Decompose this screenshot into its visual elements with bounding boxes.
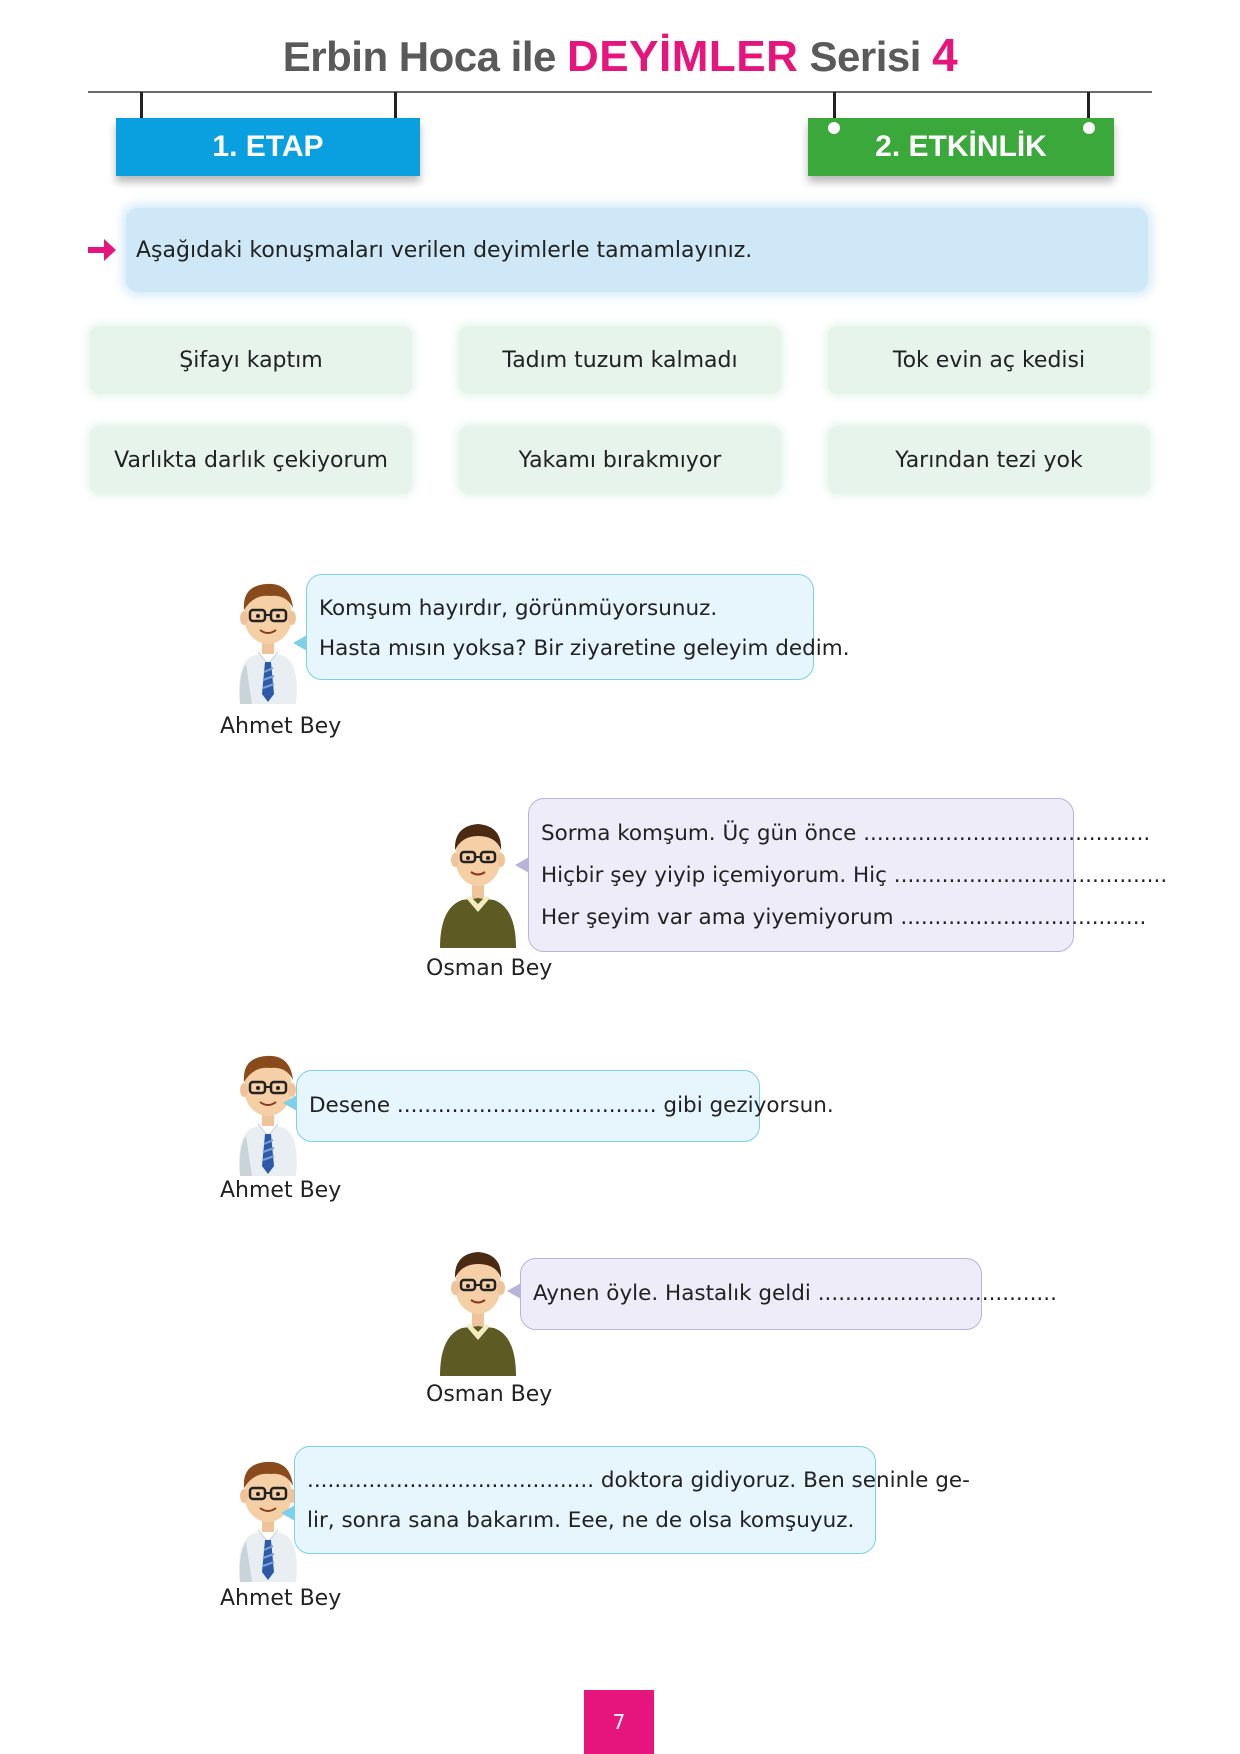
bubble-tail (281, 1505, 295, 1521)
bubble-tail (283, 1095, 297, 1111)
dialogue-line: Hasta mısın yoksa? Bir ziyaretine geleyim dedim. (319, 636, 850, 661)
osman-bey-avatar (436, 1236, 520, 1376)
tag-hanger-left (833, 92, 836, 118)
idiom-box: Tadım tuzum kalmadı (459, 326, 781, 394)
title-part-2: DEYİMLER (567, 32, 799, 81)
pin-dot (1083, 122, 1095, 134)
idiom-box: Varlıkta darlık çekiyorum (90, 426, 412, 494)
bubble-tail (507, 1283, 521, 1299)
header-divider (88, 91, 1152, 93)
dialogue-line: Komşum hayırdır, görünmüyorsunuz. (319, 596, 718, 621)
page-number: 7 (584, 1690, 654, 1754)
dialogue-line: Sorma komşum. Üç gün önce .......................................... (541, 821, 1151, 846)
dialogue-line: lir, sonra sana bakarım. Eee, ne de olsa komşuyuz. (307, 1508, 855, 1533)
dialogue-line: Hiçbir şey yiyip içemiyorum. Hiç ........................................ (541, 863, 1168, 888)
instruction-box (126, 208, 1148, 292)
title-part-1: Erbin Hoca ile (282, 33, 556, 80)
speech-bubble (520, 1258, 1057, 1330)
bubble-tail (293, 635, 307, 651)
speaker-name: Ahmet Bey (220, 1586, 342, 1611)
idiom-box: Tok evin aç kedisi (828, 326, 1150, 394)
pin-dot (828, 122, 840, 134)
idiom-box: Yakamı bırakmıyor (459, 426, 781, 494)
osman-bey-avatar (436, 808, 520, 948)
arrow-right-icon (86, 235, 118, 265)
bubble-tail (515, 857, 529, 873)
dialogue-line: Desene ...................................... gibi geziyorsun. (309, 1093, 834, 1118)
speaker-name: Osman Bey (426, 1382, 553, 1407)
speech-bubble (306, 574, 850, 680)
tag-hanger-right (1087, 92, 1090, 118)
stage-tag: 1. ETAP (116, 118, 420, 176)
speech-bubble (294, 1446, 970, 1554)
speech-bubble (528, 798, 1168, 952)
instruction-text: Aşağıdaki konuşmaları verilen deyimlerle tamamlayınız. (136, 237, 753, 263)
tag-hanger-right (394, 92, 397, 118)
title-part-3: Serisi (809, 33, 921, 80)
speaker-name: Osman Bey (426, 956, 553, 981)
idiom-box: Şifayı kaptım (90, 326, 412, 394)
dialogue-line: Aynen öyle. Hastalık geldi ................................... (533, 1281, 1057, 1306)
speaker-name: Ahmet Bey (220, 1178, 342, 1203)
dialogue-line: .......................................... doktora gidiyoruz. Ben seninle ge- (307, 1468, 970, 1493)
dialogue-line: Her şeyim var ama yiyemiyorum .................................... (541, 905, 1147, 930)
series-number: 4 (932, 29, 958, 81)
speech-bubble (296, 1070, 834, 1142)
idiom-box: Yarından tezi yok (828, 426, 1150, 494)
ahmet-bey-avatar (226, 564, 310, 704)
speaker-name: Ahmet Bey (220, 714, 342, 739)
page-title (0, 28, 1240, 82)
tag-hanger-left (140, 92, 143, 118)
activity-tag: 2. ETKİNLİK (808, 118, 1114, 176)
